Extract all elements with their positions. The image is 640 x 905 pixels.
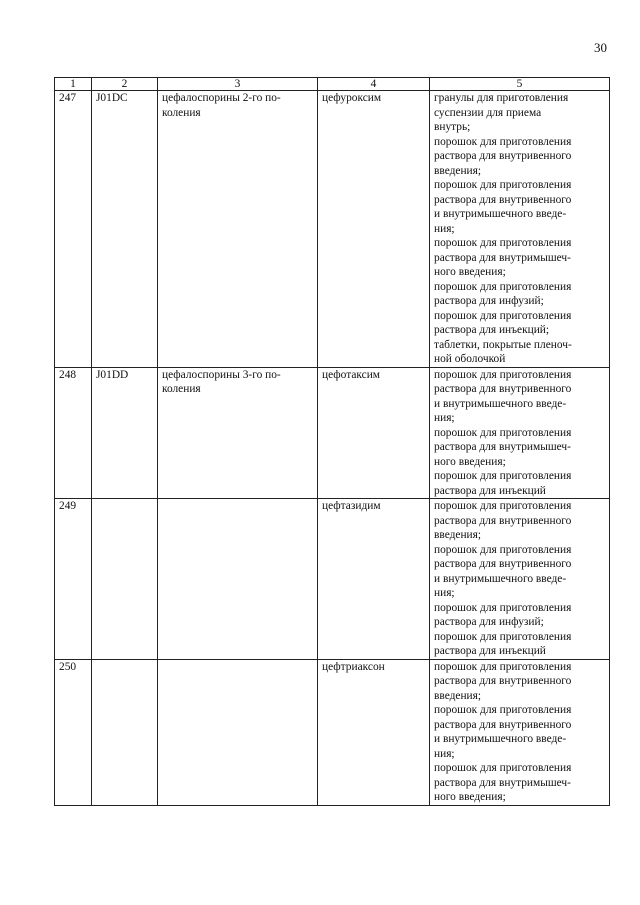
header-cell: 3 [158,78,318,91]
dosage-form-line: раствора для инъекций [434,484,546,497]
dosage-form-line: порошок для приготовления [434,237,572,249]
dosage-form-line: раствора для внутримышеч- [434,776,571,789]
drug-table [54,77,610,806]
dosage-form-line: порошок для приготовления [434,135,572,148]
table-row [55,367,610,499]
dosage-form-line: таблетки, покрытые пленоч- [434,338,572,351]
row-number-cell: 250 [55,659,92,805]
dosage-form-line: раствора для внутримышеч- [434,251,571,264]
dosage-form-line: раствора для внутривенного [434,718,572,731]
dosage-form-line: порошок для приготовления [434,470,572,482]
dosage-form-line: раствора для внутривенного [434,514,572,527]
dosage-form-line: раствора для внутримышеч- [434,441,571,453]
dosage-form-line: ного введения; [434,791,506,803]
drug-group-line: цефалоспорины 2-го по- [162,92,281,104]
table-row [55,499,610,660]
dosage-form-line: раствора для внутривенного [434,193,572,206]
dosage-form-line: ного введения; [434,266,506,278]
dosage-form-line: и внутримышечного введе- [434,397,567,410]
dosage-form-line: раствора для внутривенного [434,150,572,162]
dosage-form-line: раствора для инъекций [434,645,546,657]
dosage-form-line: порошок для приготовления [434,368,572,381]
drug-group-line: коления [162,383,201,395]
dosage-form-line: введения; [434,164,482,177]
header-row [55,78,610,91]
page-number: 30 [594,40,607,55]
dosage-forms-cell [430,499,610,660]
header-cell: 1 [55,78,92,91]
atc-code-cell: J01DC [92,91,158,368]
dosage-form-line: порошок для приготовления [434,543,572,556]
dosage-form-line: и внутримышечного введе- [434,572,567,585]
dosage-form-line: порошок для приготовления [434,179,572,191]
dosage-form-line: раствора для инфузий; [434,616,544,628]
drug-name-cell: цефотаксим [318,367,430,499]
dosage-form-line: гранулы для приготовления [434,92,569,104]
dosage-form-line: порошок для приготовления [434,601,572,614]
dosage-form-line: суспензии для приема [434,106,542,119]
dosage-form-line: раствора для инъекций; [434,324,550,336]
dosage-form-line: ния; [434,587,455,599]
header-cell: 4 [318,78,430,91]
dosage-form-line: ния; [434,747,455,760]
drug-group-cell [158,499,318,660]
atc-code-cell [92,499,158,660]
table-row [55,91,610,368]
drug-group-cell [158,659,318,805]
dosage-form-line: ния; [434,222,455,235]
dosage-form-line: и внутримышечного введе- [434,208,567,220]
header-cell: 5 [430,78,610,91]
drug-group-line: цефалоспорины 3-го по- [162,368,281,381]
drug-group-cell [158,91,318,368]
dosage-form-line: порошок для приготовления [434,762,572,774]
dosage-form-line: порошок для приготовления [434,426,572,439]
dosage-form-line: порошок для приготовления [434,280,572,293]
row-number-cell: 247 [55,91,92,368]
table-row [55,659,610,805]
dosage-forms-cell [430,659,610,805]
drug-name-cell: цефуроксим [318,91,430,368]
dosage-forms-cell [430,367,610,499]
dosage-form-line: и внутримышечного введе- [434,733,567,745]
dosage-form-line: порошок для приготовления [434,630,572,643]
dosage-form-line: раствора для внутривенного [434,675,572,687]
dosage-form-line: порошок для приготовления [434,660,572,673]
dosage-form-line: ного введения; [434,455,506,468]
drug-name-cell: цефтазидим [318,499,430,660]
row-number-cell: 249 [55,499,92,660]
dosage-form-line: ной оболочкой [434,353,506,365]
dosage-form-line: раствора для внутривенного [434,383,572,395]
row-number-cell: 248 [55,367,92,499]
drug-name-cell: цефтриаксон [318,659,430,805]
dosage-form-line: порошок для приготовления [434,500,572,512]
dosage-form-line: раствора для инфузий; [434,295,544,307]
dosage-form-line: раствора для внутривенного [434,558,572,570]
dosage-form-line: введения; [434,529,482,541]
dosage-forms-cell [430,91,610,368]
header-cell: 2 [92,78,158,91]
drug-group-line: коления [162,106,201,119]
drug-group-cell [158,367,318,499]
dosage-form-line: внутрь; [434,121,471,133]
atc-code-cell: J01DD [92,367,158,499]
dosage-form-line: порошок для приготовления [434,309,572,322]
atc-code-cell [92,659,158,805]
dosage-form-line: ния; [434,412,455,424]
dosage-form-line: введения; [434,689,482,702]
dosage-form-line: порошок для приготовления [434,704,572,716]
